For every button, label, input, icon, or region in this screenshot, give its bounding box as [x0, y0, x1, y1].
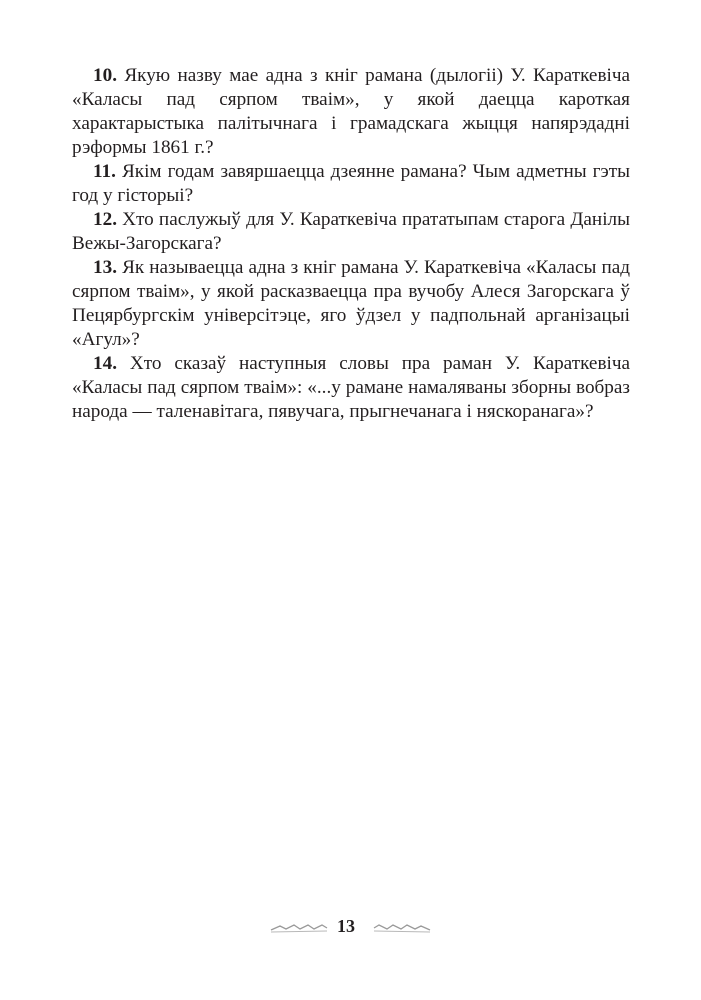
question-text: Якім годам завяршаецца дзеянне рамана? Чым адметны гэты год у гісторыі? — [72, 161, 631, 206]
question-text: Хто сказаў наступныя словы пра раман У. Караткевіча «Каласы пад сярпом тваім»: «...у рамане намаляваны зборны вобраз народа — таленавітага, пявучага, прыгнечанага і няскоранага»? — [72, 353, 630, 422]
question-text: Якую назву мае адна з кніг рамана (дылогіі) У. Караткевіча «Каласы пад сярпом тваім», у якой даецца кароткая характарыстыка палітычнага і грамадскага жыцця напярэдадні рэформы 1861 г.? — [72, 65, 631, 158]
page-footer — [0, 914, 701, 940]
question-item — [72, 256, 630, 352]
question-text: Як называецца адна з кніг рамана У. Караткевіча «Каласы пад сярпом тваім», у якой расказваецца пра вучобу Алеся Загорскага ў Пецярбургскім універсітэце, яго ўдзел у падпольнай арганізацыі «Агул»? — [72, 257, 630, 350]
question-item — [72, 160, 630, 208]
page-number: 13 — [337, 916, 355, 936]
question-list — [72, 64, 630, 424]
question-number: 12. — [93, 209, 117, 230]
question-item — [72, 64, 630, 160]
question-number: 10. — [93, 65, 117, 86]
question-item — [72, 352, 630, 424]
question-number: 13. — [93, 257, 117, 278]
question-item — [72, 208, 630, 256]
question-text: Хто паслужыў для У. Караткевіча прататыпам старога Данілы Вежы-Загорскага? — [72, 209, 630, 254]
question-number: 11. — [93, 161, 116, 182]
question-number: 14. — [93, 353, 117, 374]
wave-ornament-icon — [373, 920, 431, 934]
